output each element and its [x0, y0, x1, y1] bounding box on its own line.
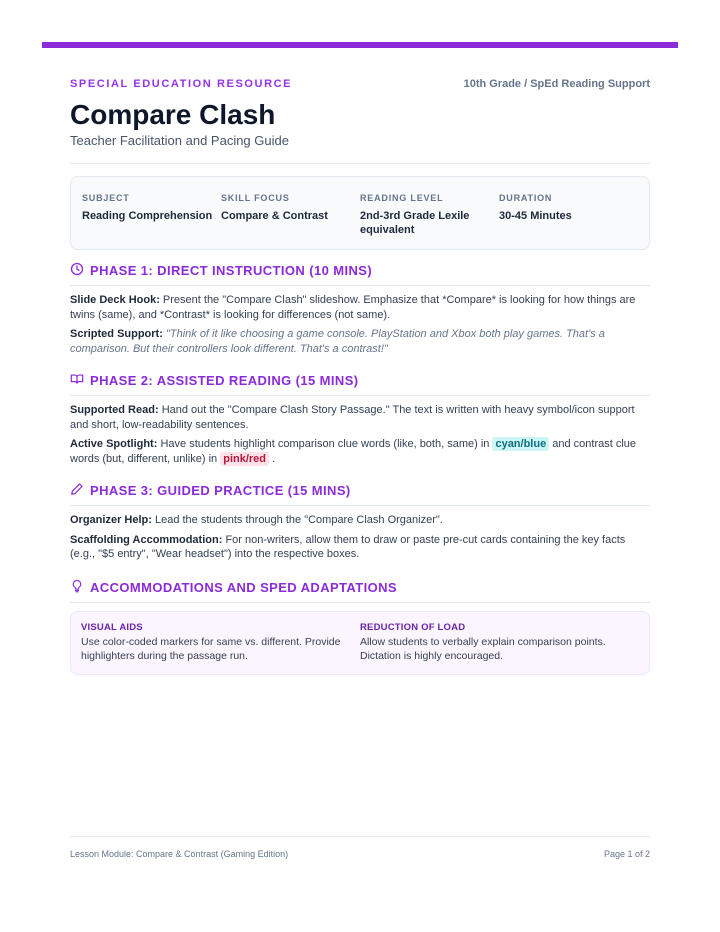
meta-skill-focus — [221, 193, 360, 237]
footer-divider — [70, 836, 650, 837]
cyan-highlight-tag: cyan/blue — [492, 437, 549, 451]
meta-duration — [499, 193, 638, 237]
read-text: Hand out the "Compare Clash Story Passage." The text is written with heavy symbol/icon support and short, low-readability sentences. — [70, 404, 635, 431]
scaffolding-accommodation — [70, 533, 650, 562]
accommodations-card — [70, 611, 650, 675]
slide-deck-hook — [70, 293, 650, 322]
pink-highlight-tag: pink/red — [220, 452, 269, 466]
header-divider — [70, 163, 650, 164]
header-row — [70, 78, 650, 90]
phase3-heading — [70, 482, 650, 506]
org-label: Organizer Help: — [70, 514, 152, 526]
grade-info: 10th Grade / SpEd Reading Support — [463, 78, 650, 90]
reduction-of-load — [360, 622, 639, 664]
support-label: Scripted Support: — [70, 328, 163, 340]
meta-subject — [82, 193, 221, 237]
phase3-title: PHASE 3: GUIDED PRACTICE (15 MINS) — [90, 483, 351, 498]
org-text: Lead the students through the "Compare Clash Organizer". — [154, 514, 443, 526]
reduction-of-load-text: Allow students to verbally explain comparison points. Dictation is highly encouraged. — [360, 635, 606, 662]
scaf-label: Scaffolding Accommodation: — [70, 533, 223, 546]
visual-aids-title: VISUAL AIDS — [81, 621, 143, 633]
spot-text: and contrast clue words (but, different, unlike) in — [70, 438, 637, 465]
spot-text-end: . — [272, 452, 276, 465]
meta-value: 2nd-3rd Grade Lexile equivalent — [360, 210, 470, 236]
meta-reading-level — [360, 193, 499, 237]
book-open-icon — [70, 372, 84, 389]
accommodations-heading — [70, 579, 650, 603]
hook-label: Slide Deck Hook: — [70, 294, 160, 306]
active-spotlight — [70, 437, 650, 466]
page-subtitle: Teacher Facilitation and Pacing Guide — [70, 133, 289, 148]
page-number: Page 1 of 2 — [603, 849, 650, 859]
support-quote: "Think of it like choosing a game console. PlayStation and Xbox both play games. That's a comparison. But their controllers look different. That's a contrast!" — [70, 328, 605, 355]
meta-value: 30-45 Minutes — [499, 210, 572, 222]
footer-module: Lesson Module: Compare & Contrast (Gaming Edition) — [70, 849, 289, 859]
pencil-icon — [70, 482, 84, 499]
phase2-section — [70, 372, 650, 466]
phase1-heading — [70, 262, 650, 286]
supported-read — [70, 403, 650, 432]
page-footer — [70, 849, 650, 859]
phase2-heading — [70, 372, 650, 396]
clock-icon — [70, 262, 84, 279]
meta-value: Compare & Contrast — [221, 210, 328, 222]
accommodations-title: ACCOMMODATIONS AND SPED ADAPTATIONS — [90, 579, 397, 595]
phase2-title: PHASE 2: ASSISTED READING (15 MINS) — [90, 373, 359, 388]
visual-aids-text: Use color-coded markers for same vs. different. Provide highlighters during the passage run. — [81, 635, 341, 662]
scaf-text: For non-writers, allow them to draw or paste pre-cut cards containing the key facts (e.g., "$5 entry", "Wear headset") into the respective boxes. — [70, 533, 626, 560]
meta-value: Reading Comprehension — [82, 210, 213, 222]
lightbulb-icon — [70, 579, 84, 596]
page-title: Compare Clash — [70, 99, 276, 130]
document-page — [70, 78, 650, 675]
accommodations-section — [70, 579, 650, 675]
eyebrow-label: SPECIAL EDUCATION RESOURCE — [70, 78, 293, 90]
spot-label: Active Spotlight: — [70, 438, 158, 450]
read-label: Supported Read: — [70, 404, 159, 416]
meta-label: DURATION — [499, 193, 553, 203]
meta-label: READING LEVEL — [360, 193, 444, 203]
phase1-title: PHASE 1: DIRECT INSTRUCTION (10 MINS) — [90, 263, 373, 278]
top-accent-bar — [42, 42, 678, 48]
phase1-section — [70, 262, 650, 356]
spot-text: Have students highlight comparison clue words (like, both, same) in — [160, 438, 490, 450]
visual-aids — [81, 622, 360, 664]
meta-label: SKILL FOCUS — [221, 193, 290, 203]
meta-label: SUBJECT — [82, 193, 130, 203]
lesson-meta-card — [70, 176, 650, 250]
organizer-help — [70, 513, 650, 528]
hook-text: Present the "Compare Clash" slideshow. Emphasize that *Compare* is looking for how things are twins (same), and *Contrast* is looking for differences (not same). — [70, 294, 636, 321]
scripted-support — [70, 327, 650, 356]
phase3-section — [70, 482, 650, 562]
reduction-of-load-title: REDUCTION OF LOAD — [360, 621, 466, 633]
